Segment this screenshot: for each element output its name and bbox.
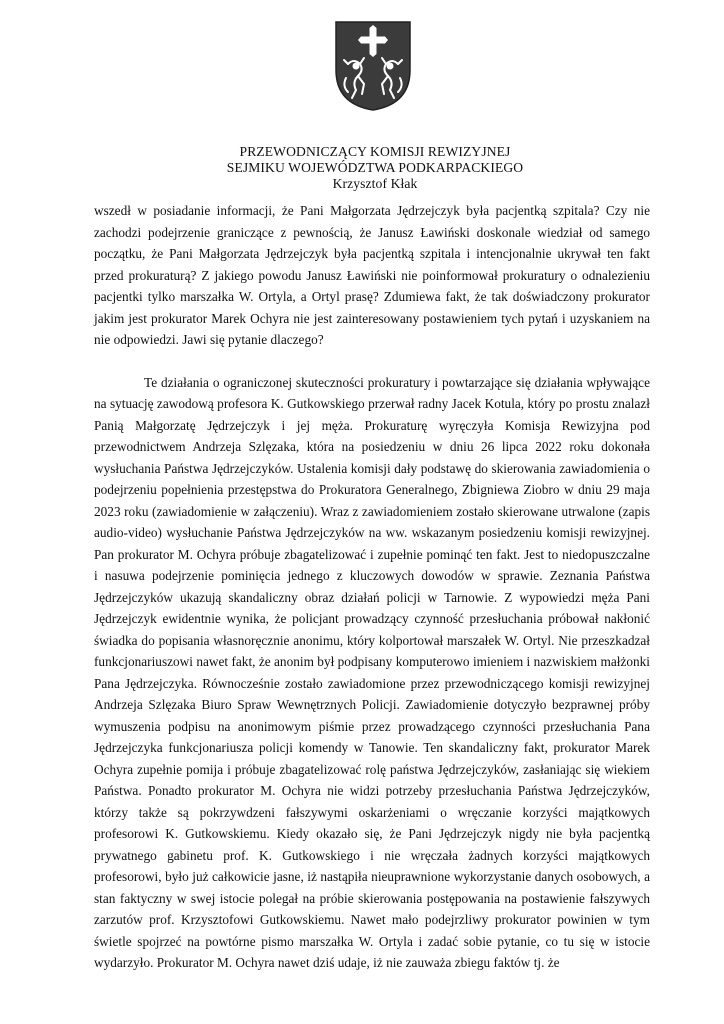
- header-author-name: Krzysztof Kłak: [332, 176, 418, 191]
- letterhead: [90, 144, 660, 192]
- coat-of-arms-icon: [334, 20, 412, 112]
- document-body: [94, 200, 650, 974]
- header-title-line-2: SEJMIKU WOJEWÓDZTWA PODKARPACKIEGO: [226, 160, 524, 175]
- paragraph-2: Te działania o ograniczonej skuteczności prokuratury i powtarzające się działania wpływające na sytuację zawodową profesora K. Gutkowskiego przerwał radny Jacek Kotula, który po prostu znalazł Panią Małgorzatę Jędrzejczyk i jej męża. Prokuraturę wyręczyła Komisja Rewizyjna pod przewodnictwem Andrzeja Szlęzaka, która na posiedzeniu w dniu 26 lipca 2022 roku dokonała wysłuchania Państwa Jędrzejczyków. Ustalenia komisji dały podstawę do skierowania zawiadomienia o podejrzeniu popełnienia przestępstwa do Prokuratora Generalnego, Zbigniewa Ziobro w dniu 29 maja 2023 roku (zawiadomienie w załączeniu). Wraz z zawiadomieniem zostało skierowane utrwalone (zapis audio-video) wysłuchanie Państwa Jędrzejczyków na ww. wskazanym posiedzeniu komisji rewizyjnej. Pan prokurator M. Ochyra próbuje zbagatelizować i zupełnie pominąć ten fakt. Jest to niedopuszczalne i nasuwa podejrzenie pominięcia jednego z kluczowych dowodów w sprawie. Zeznania Państwa Jędrzejczyków ukazują skandaliczny obraz działań policji w Tarnowie. Z wypowiedzi męża Pani Jędrzejczyk ewidentnie wynika, że policjant prowadzący czynność przesłuchania próbował nakłonić świadka do popisania własnoręcznie anonimu, który kolportował marszałek W. Ortyl. Nie przeszkadzał funkcjonariuszowi nawet fakt, że anonim był podpisany komputerowo imieniem i nazwiskiem małżonki Pana Jędrzejczyka. Równocześnie zostało zawiadomione przez przewodniczącego komisji rewizyjnej Andrzeja Szlęzaka Biuro Spraw Wewnętrznych Policji. Zawiadomienie dotyczyło bezprawnej próby wymuszenia podpisu na anonimowym piśmie przez prowadzącego czynności przesłuchania Pana Jędrzejczyka funkcjonariusza policji komendy w Tanowie. Ten skandaliczny fakt, prokurator Marek Ochyra zupełnie pomija i próbuje zbagatelizować rolę państwa Jędrzejczyków, zasłaniając się wiekiem Państwa. Ponadto prokurator M. Ochyra nie widzi potrzeby przesłuchania Państwa Jędrzejczyków, którzy także są pokrzywdzeni fałszywymi oskarżeniami o wręczanie korzyści majątkowych profesorowi K. Gutkowskiemu. Kiedy okazało się, że Pani Jędrzejczyk nigdy nie była pacjentką prywatnego gabinetu prof. K. Gutkowskiego i nie wręczała żadnych korzyści majątkowych profesorowi, było już całkowicie jasne, iż nastąpiła nieuprawnione wykorzystanie danych osobowych, a stan faktyczny w swej istocie polegał na próbie skierowania postępowania na postawienie fałszywych zarzutów prof. Krzysztofowi Gutkowskiemu. Nawet mało podejrzliwy prokurator powinien w tym świetle spojrzeć na powtórne pismo marszałka W. Ortyla i zadać sobie pytanie, co tu się w istocie wydarzyło. Prokurator M. Ochyra nawet dziś udaje, iż nie zauważa zbiegu faktów tj. że: [94, 374, 650, 970]
- header-title-line-1: PRZEWODNICZĄCY KOMISJI REWIZYJNEJ: [239, 144, 511, 159]
- paragraph-1: wszedł w posiadanie informacji, że Pani Małgorzata Jędrzejczyk była pacjentką szpitala? Czy nie zachodzi podejrzenie graniczące z pewnością, że Janusz Ławiński doskonale wiedział od samego początku, że Pani Małgorzata Jędrzejczyk była pacjentką szpitala i intencjonalnie ukrywał ten fakt przed prokuraturą? Z jakiego powodu Janusz Ławiński nie poinformował prokuratury o odnalezieniu pacjentki tylko marszałka W. Ortyla, a Ortyl prasę? Zdumiewa fakt, że tak doświadczony prokurator jakim jest prokurator Marek Ochyra nie jest zainteresowany postawieniem tych pytań i uzyskaniem na nie odpowiedzi. Jawi się pytanie dlaczego?: [94, 203, 650, 347]
